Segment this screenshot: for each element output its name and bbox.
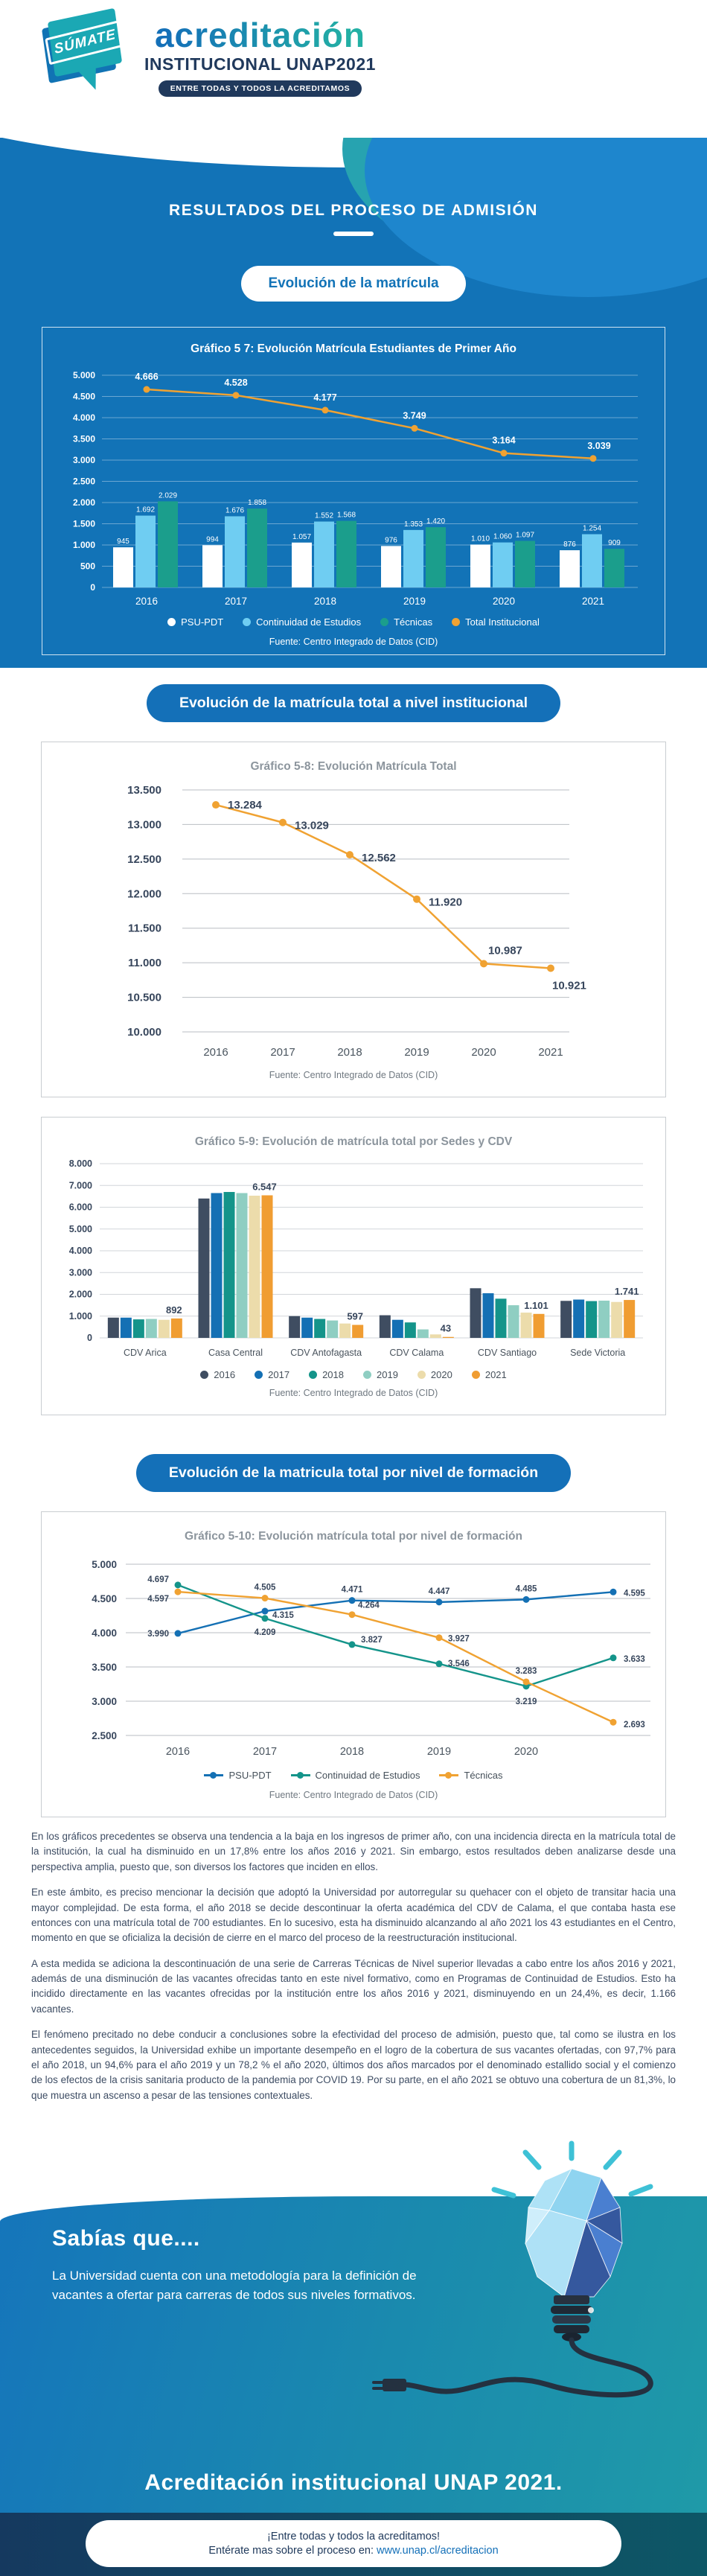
svg-text:4.264: 4.264 [358, 1601, 380, 1610]
svg-text:4.666: 4.666 [135, 372, 159, 383]
chart-card-5-7 [42, 327, 665, 655]
matricula-total-section [0, 668, 707, 2163]
chart-5-9-plot [48, 1149, 659, 1366]
svg-text:2018: 2018 [339, 1746, 365, 1758]
svg-text:12.500: 12.500 [127, 852, 161, 866]
svg-text:2.500: 2.500 [92, 1730, 117, 1741]
legend-item: Continuidad de Estudios [243, 616, 361, 628]
svg-text:4.000: 4.000 [92, 1627, 117, 1639]
svg-text:4.000: 4.000 [68, 1246, 92, 1256]
legend-item: Técnicas [439, 1770, 502, 1781]
chart-5-9-source: Fuente: Centro Integrado de Datos (CID) [269, 1388, 438, 1398]
svg-text:597: 597 [347, 1310, 364, 1322]
badge-matricula-institucional: Evolución de la matrícula total a nivel institucional [147, 684, 560, 722]
sumate-logo [43, 10, 131, 98]
svg-text:1.057: 1.057 [292, 532, 312, 541]
svg-text:5.000: 5.000 [72, 370, 95, 380]
chart-5-9-legend [48, 1369, 659, 1380]
svg-text:1.000: 1.000 [68, 1310, 92, 1322]
svg-text:3.827: 3.827 [361, 1635, 383, 1645]
svg-text:2017: 2017 [270, 1046, 295, 1059]
svg-text:11.920: 11.920 [429, 896, 463, 909]
svg-text:12.562: 12.562 [362, 852, 396, 865]
legend-item: Continuidad de Estudios [291, 1770, 420, 1781]
acreditacion-link[interactable]: www.unap.cl/acreditacion [377, 2545, 499, 2557]
svg-text:10.921: 10.921 [552, 979, 586, 992]
svg-text:1.097: 1.097 [515, 531, 535, 540]
legend-item: PSU-PDT [167, 616, 223, 628]
brand-tagline-badge: ENTRE TODAS Y TODOS LA ACREDITAMOS [159, 80, 362, 97]
svg-text:2.500: 2.500 [72, 476, 95, 487]
svg-text:4.595: 4.595 [624, 1589, 645, 1598]
svg-text:3.927: 3.927 [448, 1634, 470, 1644]
legend-item: Total Institucional [452, 616, 540, 628]
chart-5-10-plot [48, 1543, 659, 1767]
header [0, 0, 707, 138]
svg-text:5.000: 5.000 [92, 1559, 117, 1570]
svg-text:2017: 2017 [224, 596, 248, 607]
svg-text:2019: 2019 [426, 1746, 452, 1758]
svg-text:1.500: 1.500 [72, 518, 95, 529]
legend-item: 2018 [309, 1369, 344, 1380]
svg-text:11.500: 11.500 [127, 922, 161, 935]
sabias-que-section [0, 2163, 707, 2576]
legend-item: 2017 [255, 1369, 289, 1380]
legend-item: 2016 [200, 1369, 235, 1380]
svg-text:1.568: 1.568 [336, 511, 356, 520]
svg-text:1.010: 1.010 [470, 535, 490, 543]
svg-text:2.000: 2.000 [72, 497, 95, 508]
chart-5-10-legend [48, 1770, 659, 1781]
svg-text:4.485: 4.485 [515, 1584, 537, 1594]
svg-text:3.990: 3.990 [147, 1629, 169, 1639]
chart-5-9-title: Gráfico 5-9: Evolución de matrícula total por Sedes y CDV [194, 1135, 513, 1148]
footer-callout [86, 2520, 621, 2567]
title-underline [333, 232, 374, 236]
svg-text:Casa Central: Casa Central [208, 1348, 263, 1358]
svg-text:13.029: 13.029 [295, 819, 329, 832]
chart-card-5-9 [41, 1117, 666, 1415]
svg-text:4.528: 4.528 [224, 377, 248, 388]
svg-text:1.254: 1.254 [582, 524, 602, 533]
svg-text:3.283: 3.283 [515, 1666, 537, 1676]
svg-text:1.353: 1.353 [403, 520, 423, 529]
badge-matricula-formacion: Evolución de la matricula total por nivel de formación [136, 1454, 571, 1492]
svg-text:CDV Antofagasta: CDV Antofagasta [290, 1348, 362, 1358]
legend-dot [380, 618, 388, 626]
svg-text:0: 0 [87, 1333, 92, 1343]
svg-text:2021: 2021 [581, 596, 605, 607]
svg-text:Sede Victoria: Sede Victoria [570, 1348, 626, 1358]
footer-info [208, 2545, 498, 2557]
svg-text:892: 892 [165, 1304, 182, 1316]
admission-results-section [0, 138, 707, 668]
svg-text:8.000: 8.000 [68, 1158, 92, 1169]
paragraph-3: A esta medida se adiciona la descontinuación de una serie de Carreras Técnicas de Nivel superior llevadas a cabo entre los años 2016 y 2021, además de una disminución de las vacantes ofrecidas tanto en este nivel formativo, como en Programas de Continuidad de Estudios. Esto ha incidido directamente en las vacantes ofrecidas por la institución entre los años 2016 y 2021, disminuyendo en un 24,4%, es decir, 1.166 vacantes. [31, 1957, 676, 2015]
legend-dot [309, 1371, 317, 1379]
chart-5-7-plot [50, 356, 657, 613]
svg-text:2020: 2020 [471, 1046, 496, 1059]
legend-dot [452, 618, 460, 626]
sabias-que-heading: Sabías que.... [52, 2226, 200, 2251]
svg-text:CDV Calama: CDV Calama [389, 1348, 444, 1358]
svg-text:10.000: 10.000 [127, 1026, 161, 1039]
svg-text:1.420: 1.420 [426, 517, 446, 526]
accreditation-headline: Acreditación institucional UNAP 2021. [144, 2470, 563, 2495]
paragraph-4: El fenómeno precitado no debe conducir a conclusiones sobre la efectividad del proceso de admisión, puesto que, tal como se ilustra en los antecedentes seguidos, la Universidad exhibe un importante desempeño en el logro de la cobertura de sus vacantes ofertadas, con 97,7% para el año 2018, un 94,6% para el año 2019 y un 78,2 % el año 2020, últimos dos años marcados por el denominado estallido social y el comienzo de los efectos de la crisis sanitaria producto de la pandemia por COVID 19. Por su parte, en el año 2021 se obtuvo una cobertura de un 81,3%, lo que muestra un ascenso a pesar de las tensiones contextuales. [31, 2029, 676, 2101]
svg-text:3.633: 3.633 [624, 1654, 645, 1664]
svg-text:6.000: 6.000 [68, 1202, 92, 1213]
svg-text:3.000: 3.000 [92, 1696, 117, 1707]
legend-item: 2019 [363, 1369, 398, 1380]
svg-text:1.000: 1.000 [72, 540, 95, 550]
svg-text:0: 0 [90, 582, 95, 593]
svg-text:4.471: 4.471 [341, 1585, 363, 1595]
svg-text:1.060: 1.060 [493, 532, 513, 541]
legend-dot [472, 1371, 480, 1379]
svg-text:1.741: 1.741 [614, 1286, 639, 1298]
chart-card-5-8 [41, 742, 666, 1097]
svg-text:11.000: 11.000 [127, 957, 161, 970]
chart-5-10-title: Gráfico 5-10: Evolución matrícula total por nivel de formación [185, 1530, 522, 1543]
svg-text:4.209: 4.209 [254, 1627, 276, 1637]
svg-text:876: 876 [563, 541, 576, 549]
legend-line-marker [291, 1774, 310, 1776]
svg-text:7.000: 7.000 [68, 1180, 92, 1191]
analysis-text [31, 1829, 676, 2103]
legend-dot [243, 618, 251, 626]
svg-text:1.676: 1.676 [225, 506, 245, 515]
chart-5-10-source: Fuente: Centro Integrado de Datos (CID) [269, 1790, 438, 1800]
brand-subtitle: INSTITUCIONAL UNAP2021 [144, 54, 376, 74]
footer-band [0, 2513, 707, 2576]
legend-dot [255, 1371, 263, 1379]
svg-text:5.000: 5.000 [68, 1223, 92, 1234]
svg-text:1.552: 1.552 [314, 511, 334, 520]
svg-text:2020: 2020 [514, 1746, 539, 1758]
chart-5-8-source: Fuente: Centro Integrado de Datos (CID) [269, 1070, 438, 1080]
svg-text:2018: 2018 [337, 1046, 362, 1059]
svg-text:3.000: 3.000 [72, 455, 95, 465]
sumate-label: SÚMATE [45, 20, 125, 66]
svg-text:3.500: 3.500 [92, 1662, 117, 1673]
svg-text:909: 909 [608, 539, 621, 548]
svg-text:4.000: 4.000 [72, 412, 95, 423]
chart-5-8-plot [48, 774, 659, 1065]
legend-item: PSU-PDT [204, 1770, 271, 1781]
svg-text:1.692: 1.692 [135, 506, 156, 514]
svg-text:3.039: 3.039 [587, 440, 611, 451]
svg-text:2017: 2017 [252, 1746, 278, 1758]
svg-text:4.500: 4.500 [92, 1593, 117, 1604]
legend-dot [418, 1371, 426, 1379]
svg-text:4.505: 4.505 [254, 1583, 276, 1593]
svg-text:3.219: 3.219 [515, 1697, 537, 1706]
legend-dot [363, 1371, 371, 1379]
chart-5-7-title: Gráfico 5 7: Evolución Matrícula Estudiantes de Primer Año [191, 342, 516, 355]
legend-dot [167, 618, 176, 626]
chart-5-8-title: Gráfico 5-8: Evolución Matrícula Total [250, 760, 457, 773]
admission-results-content [0, 138, 707, 655]
svg-text:3.546: 3.546 [448, 1659, 470, 1668]
chart-5-7-legend [50, 616, 657, 628]
svg-text:2.693: 2.693 [624, 1721, 645, 1730]
svg-text:2016: 2016 [203, 1046, 228, 1059]
paragraph-2: En este ámbito, es preciso mencionar la decisión que adoptó la Universidad por autorregular su quehacer con el objeto de transitar hacia una mayor complejidad. De esta forma, el año 2018 se decide descontinuar la oferta académica del CDV de Calama, el que contaba hasta ese entonces con una matrícula total de 700 estudiantes. En lo sucesivo, esta ha disminuido alcanzando al año 2021 los 43 estudiantes en el Centro, momento en que se oficializa la decisión de cierre en el marco del proceso de la reestructuración institucional. [31, 1887, 676, 1944]
svg-text:945: 945 [117, 538, 129, 546]
brand-wordmark: acreditación [144, 18, 376, 52]
svg-text:4.177: 4.177 [313, 392, 337, 403]
legend-item: 2020 [418, 1369, 452, 1380]
legend-item: Técnicas [380, 616, 432, 628]
svg-text:12.000: 12.000 [127, 887, 161, 901]
svg-text:4.447: 4.447 [428, 1587, 450, 1596]
svg-text:10.987: 10.987 [488, 944, 522, 957]
svg-text:13.500: 13.500 [127, 784, 161, 797]
footer-slogan: ¡Entre todas y todos la acreditamos! [266, 2531, 441, 2542]
svg-text:976: 976 [385, 536, 397, 545]
legend-line-marker [439, 1774, 458, 1776]
speech-bubble-tail-icon [79, 66, 103, 93]
svg-text:3.000: 3.000 [68, 1267, 92, 1278]
svg-text:3.749: 3.749 [403, 410, 426, 421]
svg-text:4.597: 4.597 [147, 1595, 169, 1604]
svg-text:13.000: 13.000 [127, 818, 161, 832]
svg-text:2018: 2018 [313, 596, 337, 607]
brand-block [144, 6, 376, 97]
svg-text:2016: 2016 [135, 596, 159, 607]
svg-text:13.284: 13.284 [228, 799, 262, 812]
svg-text:994: 994 [206, 535, 219, 544]
svg-text:2021: 2021 [538, 1046, 563, 1059]
sabias-que-body: La Universidad cuenta con una metodología para la definición de vacantes a ofertar para carreras de todos sus niveles formativos. [52, 2269, 417, 2303]
legend-line-marker [204, 1774, 223, 1776]
svg-text:500: 500 [80, 561, 95, 572]
svg-text:2.029: 2.029 [158, 491, 178, 500]
svg-text:2019: 2019 [404, 1046, 429, 1059]
legend-dot [200, 1371, 208, 1379]
svg-text:4.315: 4.315 [272, 1611, 294, 1621]
chart-card-5-10 [41, 1511, 666, 1817]
svg-text:6.547: 6.547 [252, 1181, 277, 1193]
svg-text:43: 43 [440, 1322, 452, 1334]
svg-text:2019: 2019 [403, 596, 426, 607]
svg-text:CDV Santiago: CDV Santiago [477, 1348, 537, 1358]
legend-item: 2021 [472, 1369, 507, 1380]
section-title: RESULTADOS DEL PROCESO DE ADMISIÓN [169, 202, 538, 219]
svg-text:1.101: 1.101 [524, 1299, 548, 1311]
lightbulb-illustration [326, 2139, 707, 2413]
svg-text:2.000: 2.000 [68, 1289, 92, 1300]
svg-text:2020: 2020 [492, 596, 516, 607]
chart-5-7-source: Fuente: Centro Integrado de Datos (CID) [269, 637, 438, 647]
footer-info-prefix: Entérate mas sobre el proceso en: [208, 2545, 377, 2557]
svg-text:CDV Arica: CDV Arica [124, 1348, 167, 1358]
svg-text:4.500: 4.500 [72, 391, 95, 402]
logo-cluster [43, 6, 376, 98]
svg-text:1.858: 1.858 [247, 499, 267, 508]
svg-text:3.164: 3.164 [492, 435, 516, 446]
svg-text:4.697: 4.697 [147, 1575, 169, 1584]
svg-text:3.500: 3.500 [72, 433, 95, 444]
paragraph-1: En los gráficos precedentes se observa una tendencia a la baja en los ingresos de primer año, con una incidencia directa en la matrícula total de la institución, la cual ha disminuido en un 17,8% entre los años 2016 y 2021. Sin embargo, estos resultados deben analizarse desde una perspectiva amplia, puesto que, son diversos los factores que inciden en ellos. [31, 1831, 676, 1872]
badge-evolucion-matricula: Evolución de la matrícula [241, 266, 465, 302]
svg-text:10.500: 10.500 [127, 991, 161, 1004]
svg-text:2016: 2016 [165, 1746, 191, 1758]
